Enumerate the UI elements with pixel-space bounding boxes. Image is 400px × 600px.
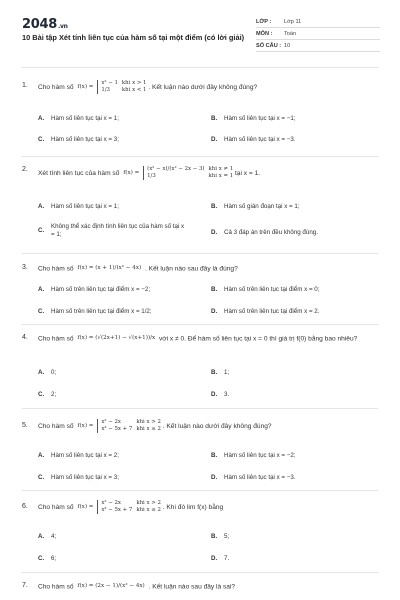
case-expr: x² − 2x — [101, 419, 121, 425]
option-text: Hàm số liên tục tại x = 3; — [51, 474, 119, 481]
case-expr: x² − 2x — [101, 500, 121, 506]
question-text — [38, 334, 368, 343]
question-prefix: Cho hàm số — [38, 503, 74, 511]
meta-row-subject — [256, 28, 380, 40]
option-letter: D. — [211, 229, 218, 236]
question-prefix: Xét tính liên tục của hàm số — [38, 169, 120, 177]
option-text: Hàm số trên liên tục tại điểm x = 0; — [224, 286, 320, 293]
option-text: Hàm số liên tục tại x = −3. — [224, 136, 296, 143]
question-number: 2. — [22, 166, 28, 173]
option-letter: B. — [211, 533, 218, 540]
divider — [22, 324, 378, 325]
option-text: Hàm số liên tục tại x = −1; — [224, 115, 296, 122]
option-c[interactable] — [38, 391, 56, 398]
question-text — [38, 582, 235, 591]
option-text: Hàm số liên tục tại x = −3. — [224, 474, 296, 481]
formula: f(x) = — [77, 503, 94, 510]
option-d[interactable] — [211, 136, 296, 143]
divider — [22, 490, 378, 491]
option-c[interactable] — [38, 474, 119, 481]
brand-name: 2048 — [22, 17, 57, 32]
question-text — [38, 264, 238, 273]
piecewise-formula — [97, 419, 161, 433]
divider — [22, 67, 378, 68]
option-text: 2; — [51, 391, 57, 398]
case-expr: (x² − x)/(x² − 2x − 3) — [147, 166, 205, 172]
option-letter: D. — [211, 308, 218, 315]
option-c[interactable] — [38, 308, 152, 315]
option-letter: B. — [211, 286, 218, 293]
question-suffix: . Kết luận nào sau đây là sai? — [148, 583, 236, 591]
option-a[interactable] — [38, 203, 119, 210]
question-text — [38, 80, 257, 94]
meta-row-class — [256, 16, 380, 28]
formula: f(x) = — [77, 83, 94, 90]
option-letter: A. — [38, 286, 45, 293]
case-cond: khi x ≤ 2 — [136, 507, 161, 513]
option-d[interactable] — [211, 391, 229, 398]
formula: f(x) = (x + 1)/(x² − 4x) — [77, 265, 142, 271]
option-b[interactable] — [211, 286, 319, 293]
case-expr: x³ − 5x + 7 — [101, 507, 133, 513]
question-prefix: Cho hàm số — [38, 265, 74, 273]
option-letter: C. — [38, 136, 45, 143]
question-suffix: với x ≠ 0. Để hàm số liên tục tại x = 0 thì giá trị f(0) bằng bao nhiêu? — [158, 335, 358, 343]
meta-key: MÔN : — [256, 30, 273, 37]
option-text: Hàm số liên tục tại x = 1; — [51, 203, 119, 210]
meta-value: 10 — [284, 42, 291, 49]
option-text: Hàm số liên tục tại x = 1; — [51, 115, 119, 122]
option-a[interactable] — [38, 533, 56, 540]
option-text: 5; — [224, 533, 230, 540]
option-b[interactable] — [211, 452, 296, 459]
option-d[interactable] — [211, 555, 229, 562]
question-text — [38, 419, 272, 433]
case-expr: 1/3 — [101, 87, 110, 93]
option-letter: A. — [38, 115, 45, 122]
option-text: Hàm số trên liên tục tại điểm x = 1/2; — [51, 308, 152, 315]
option-letter: B. — [211, 452, 218, 459]
option-b[interactable] — [211, 203, 300, 210]
meta-value: Lớp 11 — [284, 18, 302, 25]
option-a[interactable] — [38, 115, 119, 122]
option-text: Không thể xác định tính liên tục của hàm số tại x = 1; — [51, 223, 185, 238]
case-cond: khi x > 2 — [136, 500, 161, 506]
option-b[interactable] — [211, 115, 296, 122]
meta-value: Toán — [284, 30, 297, 37]
option-text: Hàm số liên tục tại x = −2; — [224, 452, 296, 459]
option-b[interactable] — [211, 369, 229, 376]
question-number: 7. — [22, 582, 28, 589]
option-b[interactable] — [211, 533, 229, 540]
meta-key: LỚP : — [256, 18, 272, 25]
divider — [22, 408, 378, 409]
option-c[interactable] — [38, 223, 188, 239]
option-letter: A. — [38, 533, 45, 540]
question-number: 5. — [22, 422, 28, 429]
question-prefix: Cho hàm số — [38, 422, 74, 430]
option-letter: C. — [38, 227, 45, 234]
case-cond: khi x = 1 — [208, 173, 234, 179]
formula: f(x) = (√(2x+1) − √(x+1))/x — [77, 335, 156, 341]
option-text: 1; — [224, 369, 230, 376]
option-text: Hàm số trên liên tục tại điểm x = −2; — [51, 286, 151, 293]
option-letter: B. — [211, 203, 218, 210]
option-letter: C. — [38, 308, 45, 315]
case-expr: 1/3 — [147, 173, 156, 179]
case-cond: khi x < 1 — [121, 87, 147, 93]
option-text: Hàm số liên tục tại x = 2; — [51, 452, 119, 459]
option-letter: A. — [38, 452, 45, 459]
divider — [22, 156, 378, 157]
brand-suffix: .vn — [57, 23, 68, 30]
meta-row-count — [256, 40, 380, 52]
option-letter: D. — [211, 474, 218, 481]
option-letter: D. — [211, 391, 218, 398]
option-c[interactable] — [38, 555, 56, 562]
option-text: 0; — [51, 369, 57, 376]
option-a[interactable] — [38, 286, 150, 293]
option-d[interactable] — [211, 474, 296, 481]
question-text — [38, 166, 260, 180]
question-prefix: Cho hàm số — [38, 335, 74, 343]
option-a[interactable] — [38, 452, 119, 459]
question-prefix: Cho hàm số — [38, 583, 74, 591]
question-suffix: . Kết luận nào dưới đây không đúng? — [148, 83, 258, 91]
case-cond: khi x ≠ 1 — [208, 166, 234, 172]
option-text: Cả 3 đáp án trên đều không đúng. — [224, 229, 318, 236]
option-letter: D. — [211, 555, 218, 562]
meta-key: SỐ CÂU : — [256, 42, 282, 49]
question-suffix: tại x = 1. — [234, 169, 261, 177]
option-text: Hàm số trên liên tục tại điểm x = 2. — [224, 308, 320, 315]
case-cond: khi x > 1 — [121, 80, 147, 86]
divider — [22, 572, 378, 573]
question-number: 6. — [22, 503, 28, 510]
formula: f(x) = — [123, 169, 140, 176]
option-letter: D. — [211, 136, 218, 143]
question-suffix: . Kết luận nào sau đây là đúng? — [145, 265, 238, 273]
option-text: 7. — [224, 555, 230, 562]
meta-table — [256, 16, 380, 52]
piecewise-formula — [97, 80, 146, 94]
option-d[interactable] — [211, 229, 318, 236]
question-prefix: Cho hàm số — [38, 83, 74, 91]
question-suffix: . Kết luận nào dưới đây không đúng? — [162, 422, 272, 430]
option-text: Hàm số liên tục tại x = 3; — [51, 136, 119, 143]
option-letter: A. — [38, 203, 45, 210]
document-title: 10 Bài tập Xét tính liên tục của hàm số tại một điểm (có lời giải) — [22, 33, 245, 42]
formula: f(x) = (2x − 1)/(x² − 4x) — [77, 583, 145, 589]
option-letter: C. — [38, 391, 45, 398]
case-cond: khi x ≤ 2 — [136, 426, 161, 432]
question-number: 3. — [22, 264, 28, 271]
option-letter: C. — [38, 474, 45, 481]
piecewise-formula — [97, 500, 161, 514]
question-number: 4. — [22, 334, 28, 341]
option-a[interactable] — [38, 369, 56, 376]
option-c[interactable] — [38, 136, 119, 143]
option-text: 6; — [51, 555, 57, 562]
case-expr: x³ − 5x + 7 — [101, 426, 133, 432]
option-letter: B. — [211, 369, 218, 376]
option-letter: A. — [38, 369, 45, 376]
piecewise-formula — [143, 166, 233, 180]
question-text — [38, 500, 223, 514]
option-text: Hàm số gián đoạn tại x = 1; — [224, 203, 300, 210]
question-number: 1. — [22, 82, 28, 89]
formula: f(x) = — [77, 422, 94, 429]
case-expr: x² − 1 — [101, 80, 118, 86]
option-letter: C. — [38, 555, 45, 562]
divider — [22, 253, 378, 254]
option-text: 3. — [224, 391, 230, 398]
option-letter: B. — [211, 115, 218, 122]
option-d[interactable] — [211, 308, 319, 315]
question-suffix: . Khi đó lim f(x) bằng — [162, 503, 224, 511]
option-text: 4; — [51, 533, 57, 540]
case-cond: khi x > 2 — [136, 419, 161, 425]
brand-logo[interactable] — [22, 17, 68, 32]
